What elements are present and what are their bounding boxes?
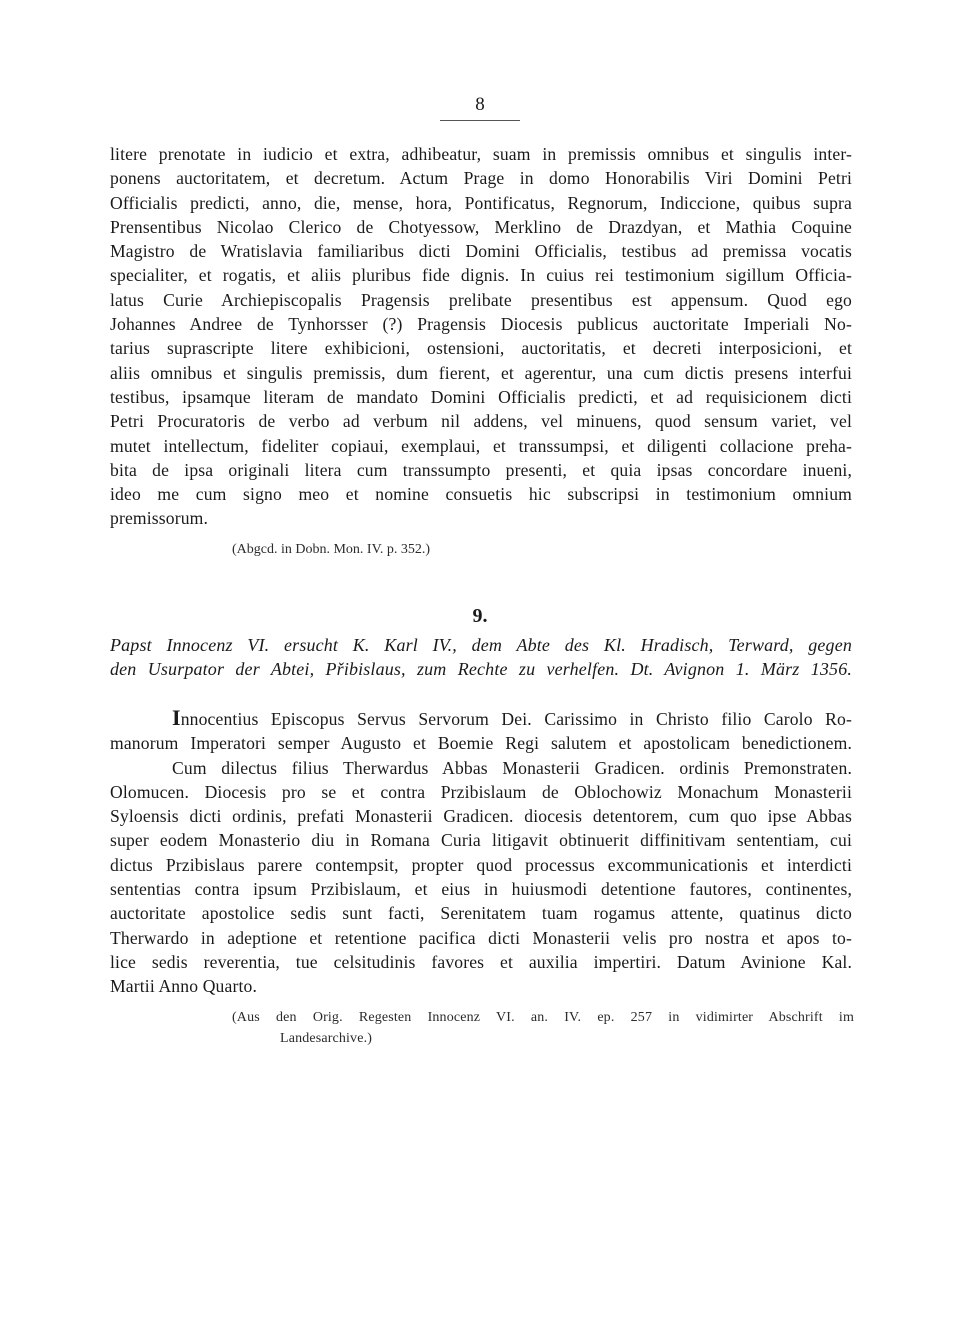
heading-line: Papst Innocenz VI. ersucht K. Karl IV., dem Abte des Kl. Hradisch, Terward, gegen xyxy=(110,635,852,655)
text-line: ponens auctoritatem, et decretum. Actum Prage in domo Honorabilis Viri Domini Petri xyxy=(110,168,852,189)
charter-text xyxy=(110,706,852,999)
text-line: ideo me cum signo meo et nomine consuetis hic subscripsi in testimonium omnium xyxy=(110,484,852,505)
text-line: testibus, ipsamque literam de mandato Domini Officialis predicti, et ad requisicionem dicti xyxy=(110,386,852,407)
text-line: lice sedis reverentia, tue celsitudinis favores et auxilia impertiri. Datum Avinione Kal. xyxy=(110,951,852,972)
header-rule xyxy=(440,120,520,121)
drop-cap: I xyxy=(172,705,181,730)
page-number: 8 xyxy=(475,94,485,115)
heading-line: den Usurpator der Abtei, Přibislaus, zum Rechte zu verhelfen. Dt. Avignon 1. März 1356. xyxy=(110,659,852,679)
text-line-rest: nnocentius Episcopus Servus Servorum Dei. Carissimo in Christo filio Carolo Ro- xyxy=(180,709,852,729)
text-line-first xyxy=(110,706,852,731)
document-number: 9. xyxy=(472,605,488,627)
text-line: Martii Anno Quarto. xyxy=(110,976,258,997)
text-line: Cum dilectus filius Therwardus Abbas Monasterii Gradicen. ordinis Premonstraten. xyxy=(172,757,852,778)
text-line: mutet intellectum, fideliter copiaui, exemplaui, et transsumpsi, et diligenti collacione preha- xyxy=(110,435,852,456)
text-line: premissorum. xyxy=(110,508,209,529)
text-line: auctoritate apostolice sedis sunt facti, Serenitatem tuam rogamus attente, quatinus dicto xyxy=(110,903,852,924)
text-line: tarius suprascripte litere exhibicioni, ostensioni, auctoritatis, et decreti interposicioni, et xyxy=(110,338,852,359)
text-line: Syloensis dicti ordinis, prefati Monasterii Gradicen. diocesis detentorem, cum quo ipse Abbas xyxy=(110,806,852,827)
text-line: bita de ipsa originali litera cum transsumpto presenti, et quia ipsas concordare inueni, xyxy=(110,459,852,480)
text-line: Therwardo in adeptione et retentione pacifica dicti Monasterii velis pro nostra et apos to- xyxy=(110,927,852,948)
text-line: dictus Przibislaus parere contempsit, propter quod processus excommunicationis et interdicti xyxy=(110,854,852,875)
text-line: Officialis predicti, anno, die, mense, hora, Pontificatus, Regnorum, Indiccione, quibus supra xyxy=(110,192,852,213)
note-line: (Aus den Orig. Regesten Innocenz VI. an. IV. ep. 257 in vidimirter Abschrift im xyxy=(232,1010,854,1025)
text-line: Johannes Andree de Tynhorsser (?) Pragensis Diocesis publicus auctoritate Imperiali No- xyxy=(110,314,852,335)
text-line: Olomucen. Diocesis pro se et contra Przibislaum de Oblochowiz Monachum Monasterii xyxy=(110,781,852,802)
source-note-2 xyxy=(232,1007,854,1049)
text-line: sententias contra ipsum Przibislaum, et eius in huiusmodi detentione fautores, continentes, xyxy=(110,879,852,900)
text-line: specialiter, et rogatis, et aliis pluribus fide dignis. In cuius rei testimonium sigillum Officia- xyxy=(110,265,852,286)
charter-text-continued xyxy=(110,142,852,531)
text-line: Prensentibus Nicolao Clerico de Chotyessow, Merklino de Drazdyan, et Mathia Coquine xyxy=(110,216,852,237)
document-heading xyxy=(110,633,852,681)
note-line: Landesarchive.) xyxy=(280,1031,373,1046)
text-line: manorum Imperatori semper Augusto et Boemie Regi salutem et apostolicam benedictionem. xyxy=(110,733,852,754)
source-note: (Abgcd. in Dobn. Mon. IV. p. 352.) xyxy=(232,542,431,557)
text-line: Magistro de Wratislavia familiaribus dicti Domini Officialis, testibus ad premissa vocatis xyxy=(110,241,852,262)
text-line: super eodem Monasterio diu in Romana Curia litigavit obtinuerit diffinitivam sententiam, cui xyxy=(110,830,852,851)
text-line: aliis omnibus et singulis premissis, dum fierent, et agerentur, una cum dictis presens interfui xyxy=(110,362,852,383)
text-line: Petri Procuratoris de verbo ad verbum nil addens, vel minuens, quod sensum variet, vel xyxy=(110,411,852,432)
text-line: litere prenotate in iudicio et extra, adhibeatur, suam in premissis omnibus et singulis inter- xyxy=(110,144,852,164)
text-line: latus Curie Archiepiscopalis Pragensis prelibate presentibus est appensum. Quod ego xyxy=(110,289,852,310)
